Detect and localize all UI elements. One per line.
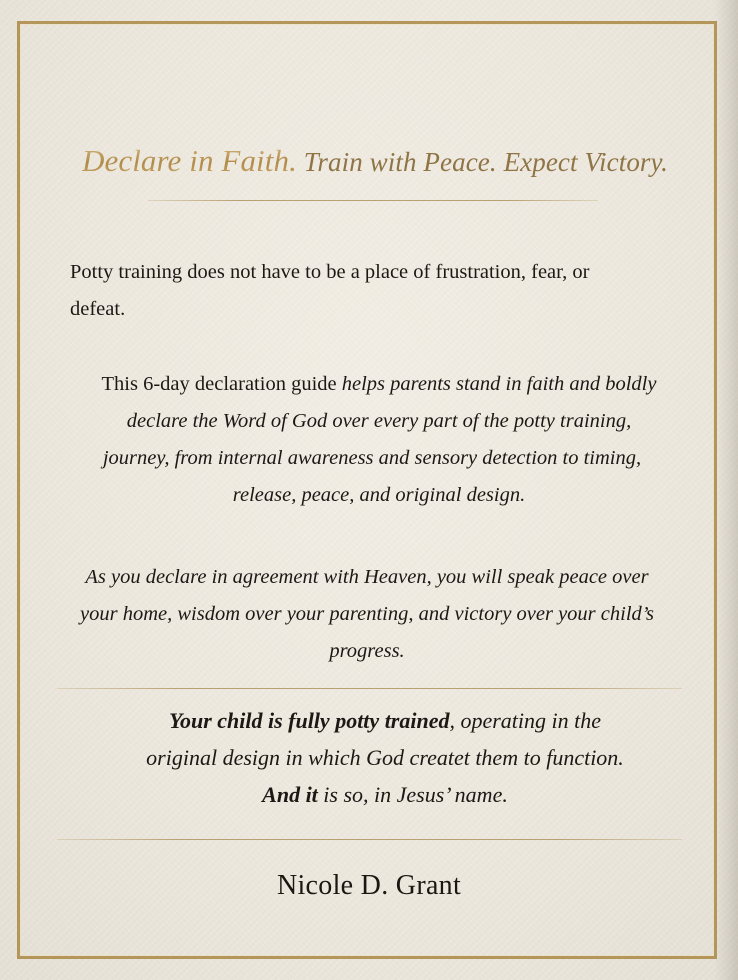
declaration-line-1 — [60, 702, 710, 739]
agreement-paragraph — [52, 559, 682, 670]
headline-part-1: Declare in Faith. — [82, 143, 297, 178]
guide-line-1 — [52, 366, 692, 403]
declaration-block — [60, 702, 710, 813]
agreement-line-2: your home, wisdom over your parenting, and victory over your child’s — [80, 603, 654, 625]
declaration-line-3 — [60, 776, 710, 813]
divider-middle — [57, 688, 682, 689]
declaration-line-1-rest: , operating in the — [449, 708, 602, 733]
agreement-line-3: progress. — [329, 640, 405, 662]
agreement-line-1: As you declare in agreement with Heaven, you will speak peace over — [85, 566, 649, 588]
author-name: Nicole D. Grant — [276, 870, 462, 901]
divider-top — [148, 200, 598, 201]
intro-line-2: defeat. — [70, 298, 126, 320]
headline — [82, 143, 722, 179]
intro-paragraph — [70, 254, 670, 328]
divider-bottom — [57, 839, 682, 840]
declaration-line-3-rest: is so, in Jesus’ name. — [317, 782, 508, 807]
declaration-line-3-bold: And it — [262, 782, 318, 807]
guide-line-3: journey, from internal awareness and sensory detection to timing, — [102, 447, 642, 469]
declaration-line-1-bold: Your child is fully potty trained — [168, 708, 450, 733]
guide-line-4: release, peace, and original design. — [232, 484, 526, 506]
intro-line-1: Potty training does not have to be a place of frustration, fear, or — [70, 261, 590, 283]
guide-line-2: declare the Word of God over every part of the potty training, — [126, 410, 632, 432]
guide-line-1-plain: This 6-day declaration guide — [101, 373, 342, 395]
guide-line-1-italic: helps parents stand in faith and boldly — [341, 373, 657, 395]
guide-paragraph — [52, 366, 692, 514]
headline-part-2: Train with Peace. Expect Victory. — [296, 147, 668, 177]
declaration-line-2: original design in which God createt them to function. — [146, 745, 624, 770]
